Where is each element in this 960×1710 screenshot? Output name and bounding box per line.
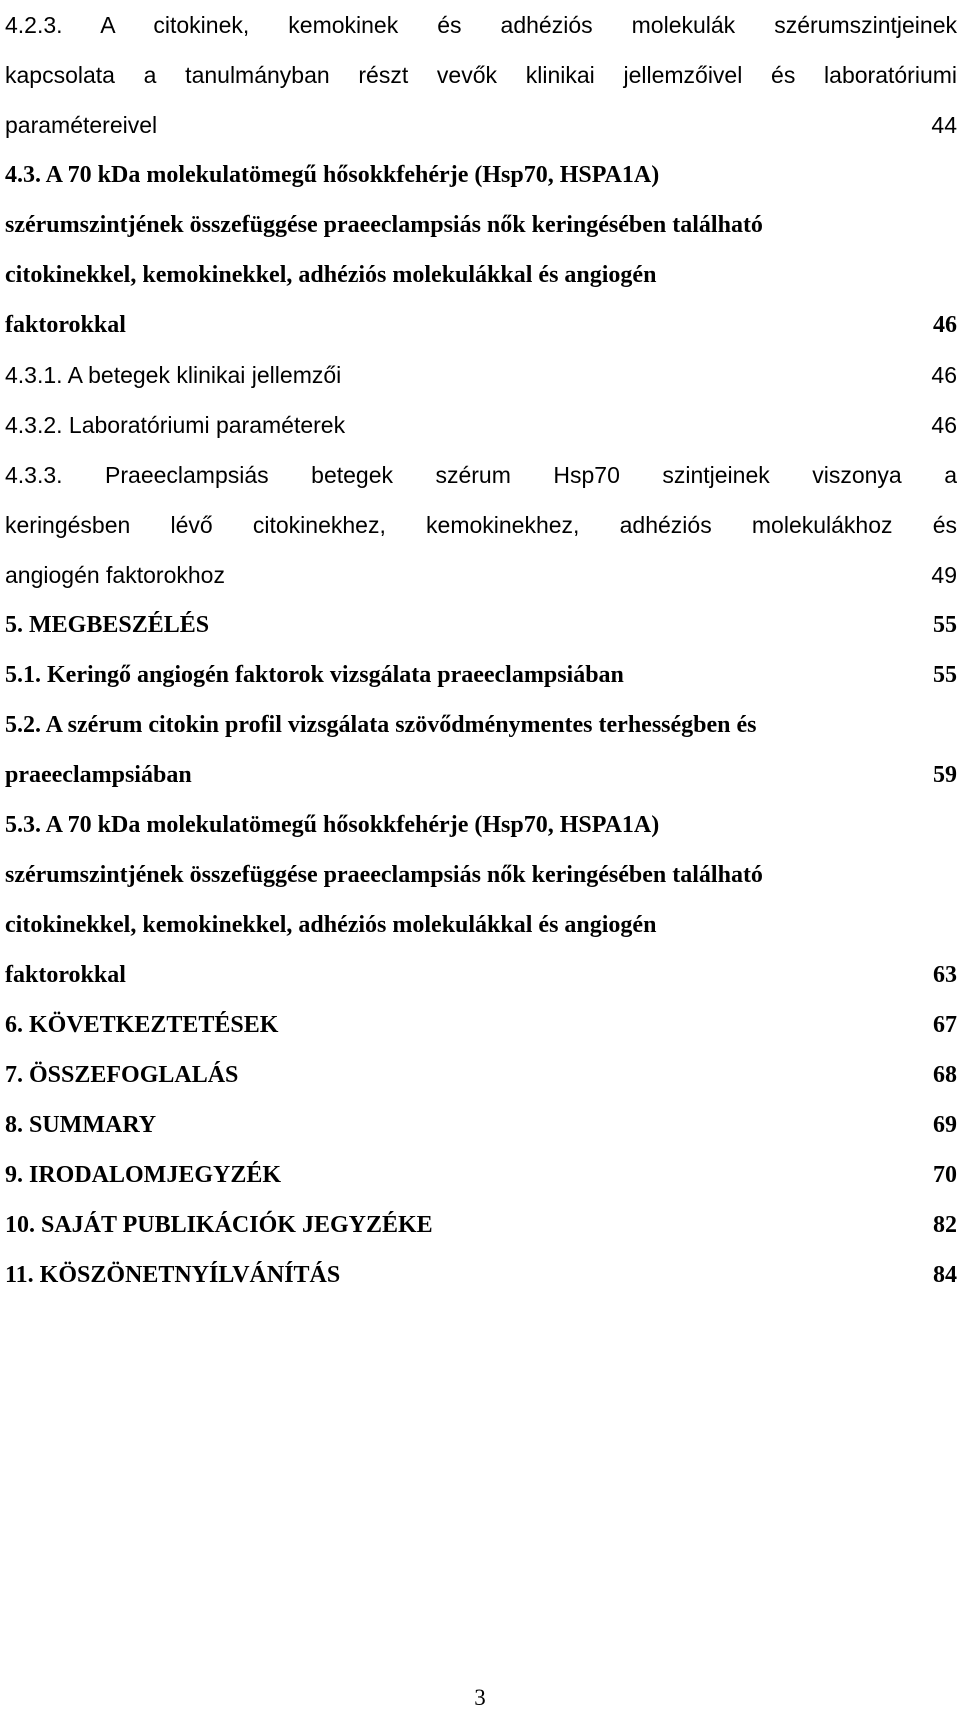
toc-entry-title-line: kapcsolata a tanulmányban részt vevők klinikai jellemzőivel és laboratóriumi — [5, 62, 957, 88]
toc-entry — [5, 400, 957, 450]
toc-entry-title-line: paramétereivel — [5, 112, 158, 138]
toc-entry-page-number: 63 — [933, 962, 957, 988]
toc-entry-page-number: 67 — [933, 1012, 957, 1038]
toc-entry-page-number: 82 — [933, 1212, 957, 1238]
toc-entry-page-number: 44 — [931, 112, 957, 138]
toc-entry-title-line: faktorokkal — [5, 312, 126, 338]
toc-entry — [5, 0, 957, 150]
toc-entry-title-line: 8. SUMMARY — [5, 1112, 157, 1138]
toc-entry-page-number: 46 — [931, 412, 957, 438]
toc-entry — [5, 600, 957, 650]
toc-entry-title-line: 6. KÖVETKEZTETÉSEK — [5, 1012, 279, 1038]
toc-entry-title-line: faktorokkal — [5, 962, 126, 988]
toc-entry-title-line: 4.3. A 70 kDa molekulatömegű hősokkfehérje (Hsp70, HSPA1A) — [5, 162, 660, 188]
toc-entry — [5, 1250, 957, 1300]
toc-entry-page-number: 69 — [933, 1112, 957, 1138]
toc-entry-title-line: 4.3.3. Praeeclampsiás betegek szérum Hsp70 szintjeinek viszonya a — [5, 462, 957, 488]
toc-entry — [5, 150, 957, 350]
toc-entry-title-line: citokinekkel, kemokinekkel, adhéziós molekulákkal és angiogén — [5, 912, 657, 938]
toc-entry-title-line: 5.1. Keringő angiogén faktorok vizsgálata praeeclampsiában — [5, 662, 624, 688]
toc-entry — [5, 1100, 957, 1150]
toc-entry-page-number: 55 — [933, 612, 957, 638]
toc-entry — [5, 800, 957, 1000]
toc-entry-page-number: 49 — [931, 562, 957, 588]
toc-entry-title-line: szérumszintjének összefüggése praeeclampsiás nők keringésében található — [5, 212, 763, 238]
toc-entry-title-line: szérumszintjének összefüggése praeeclampsiás nők keringésében található — [5, 862, 763, 888]
toc-entry-page-number: 68 — [933, 1062, 957, 1088]
toc-entry — [5, 450, 957, 600]
toc-entry-page-number: 55 — [933, 662, 957, 688]
toc-entry-title-line: praeeclampsiában — [5, 762, 192, 788]
toc-entry-title-line: 10. SAJÁT PUBLIKÁCIÓK JEGYZÉKE — [5, 1212, 433, 1238]
toc-entry-title-line: angiogén faktorokhoz — [5, 562, 225, 588]
toc-entry — [5, 650, 957, 700]
toc-entry-page-number: 46 — [933, 312, 957, 338]
toc-entry-page-number: 59 — [933, 762, 957, 788]
toc-entry-title-line: 9. IRODALOMJEGYZÉK — [5, 1162, 282, 1188]
toc-entry-title-line: citokinekkel, kemokinekkel, adhéziós molekulákkal és angiogén — [5, 262, 657, 288]
table-of-contents — [5, 0, 957, 1300]
toc-entry-page-number: 84 — [933, 1262, 957, 1288]
toc-entry — [5, 1000, 957, 1050]
toc-entry-title-line: keringésben lévő citokinekhez, kemokinekhez, adhéziós molekulákhoz és — [5, 512, 957, 538]
toc-entry-title-line: 4.3.1. A betegek klinikai jellemzői — [5, 362, 342, 388]
toc-entry — [5, 1150, 957, 1200]
toc-entry — [5, 1050, 957, 1100]
toc-entry-title-line: 5. MEGBESZÉLÉS — [5, 612, 210, 638]
toc-entry-title-line: 5.3. A 70 kDa molekulatömegű hősokkfehérje (Hsp70, HSPA1A) — [5, 812, 660, 838]
toc-entry-title-line: 4.2.3. A citokinek, kemokinek és adhéziós molekulák szérumszintjeinek — [5, 12, 957, 38]
toc-entry-page-number: 46 — [931, 362, 957, 388]
toc-entry-title-line: 5.2. A szérum citokin profil vizsgálata szövődménymentes terhességben és — [5, 712, 757, 738]
toc-entry-title-line: 7. ÖSSZEFOGLALÁS — [5, 1062, 239, 1088]
toc-entry — [5, 700, 957, 800]
page-number: 3 — [474, 1685, 486, 1710]
toc-entry — [5, 350, 957, 400]
toc-entry-page-number: 70 — [933, 1162, 957, 1188]
toc-entry-title-line: 11. KÖSZÖNETNYÍLVÁNÍTÁS — [5, 1262, 341, 1288]
toc-entry-title-line: 4.3.2. Laboratóriumi paraméterek — [5, 412, 346, 438]
toc-entry — [5, 1200, 957, 1250]
